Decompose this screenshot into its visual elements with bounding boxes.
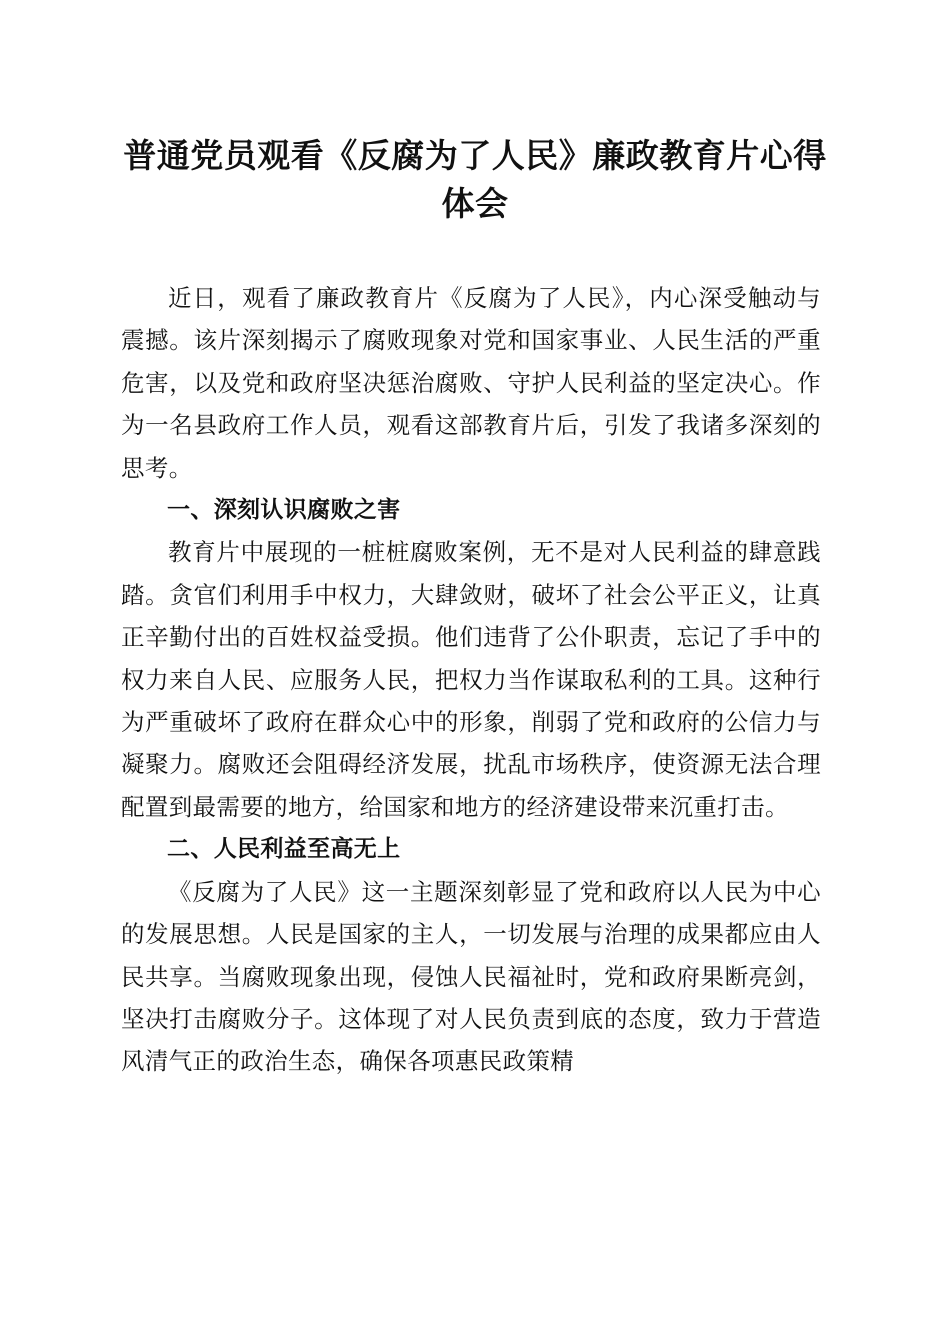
intro-paragraph: 近日，观看了廉政教育片《反腐为了人民》，内心深受触动与震撼。该片深刻揭示了腐败现象对党和国家事业、人民生活的严重危害，以及党和政府坚决惩治腐败、守护人民利益的坚定决心。作为一名县政府工作人员，观看这部教育片后，引发了我诸多深刻的思考。 [121, 284, 821, 482]
section-paragraph-2: 《反腐为了人民》这一主题深刻彰显了党和政府以人民为中心的发展思想。人民是国家的主人，一切发展与治理的成果都应由人民共享。当腐败现象出现，侵蚀人民福祉时，党和政府果断亮剑，坚决打击腐败分子。这体现了对人民负责到底的态度，致力于营造风清气正的政治生态，确保各项惠民政策精 [121, 877, 821, 1076]
document-title: 普通党员观看《反腐为了人民》廉政教育片心得体会 [123, 136, 827, 223]
section-paragraph-1: 教育片中展现的一桩桩腐败案例，无不是对人民利益的肆意践踏。贪官们利用手中权力，大肆敛财，破坏了社会公平正义，让真正辛勤付出的百姓权益受损。他们违背了公仆职责，忘记了手中的权力来自人民、应服务人民，把权力当作谋取私利的工具。这种行为严重破坏了政府在群众心中的形象，削弱了党和政府的公信力与凝聚力。腐败还会阻碍经济发展，扰乱市场秩序，使资源无法合理配置到最需要的地方，给国家和地方的经济建设带来沉重打击。 [121, 538, 821, 821]
document-body [121, 277, 821, 1083]
section-heading-2: 二、人民利益至高无上 [167, 836, 401, 863]
section-heading-1: 一、深刻认识腐败之害 [167, 497, 401, 524]
